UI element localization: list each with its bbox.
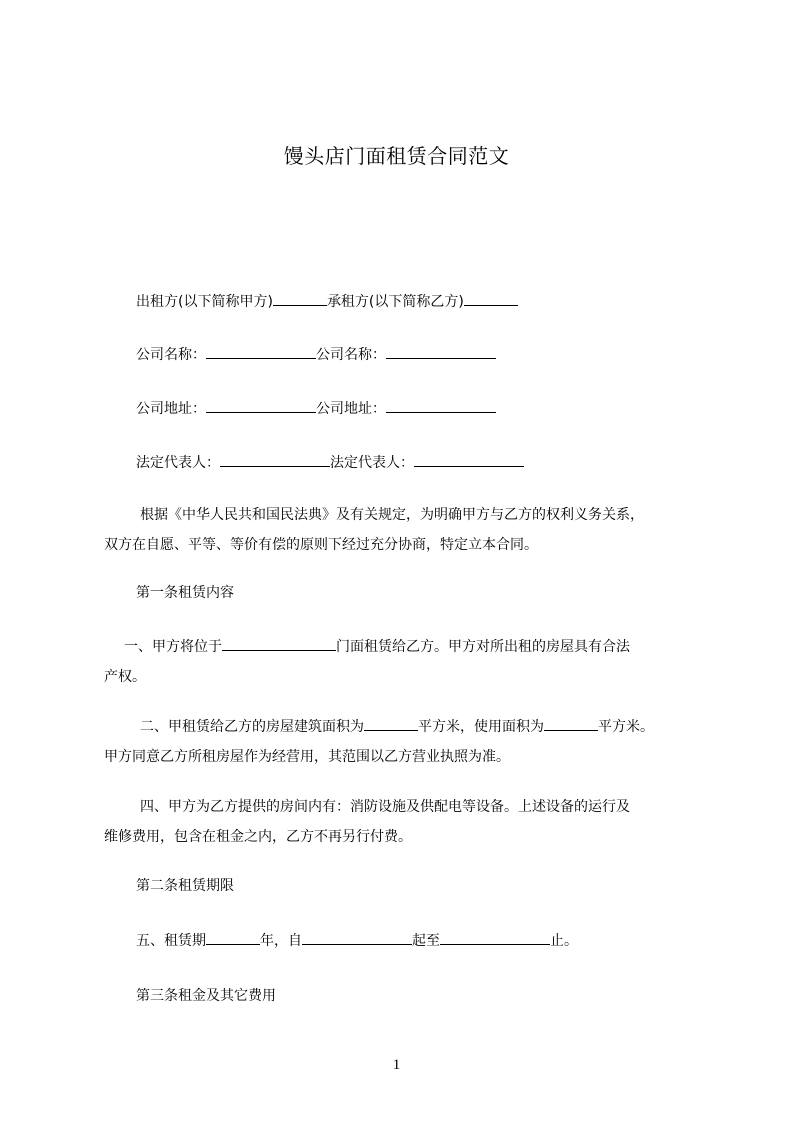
company-name-line bbox=[136, 343, 496, 366]
lessor-company-name-label: 公司名称： bbox=[136, 347, 206, 363]
parties-line bbox=[136, 290, 518, 313]
lessee-company-address-label: 公司地址： bbox=[316, 401, 386, 417]
clause1-line-1 bbox=[104, 632, 704, 662]
clause1-prefix: 一、甲方将位于 bbox=[124, 639, 222, 655]
clause5-year: 年，自 bbox=[260, 933, 302, 949]
clause5-from: 起至 bbox=[412, 933, 440, 949]
lessor-company-name-blank bbox=[206, 343, 316, 359]
article2-heading: 第二条租赁期限 bbox=[136, 878, 234, 894]
clause2-paragraph bbox=[104, 712, 704, 772]
lessee-label: 承租方(以下简称乙方) bbox=[326, 294, 464, 310]
clause4-paragraph bbox=[104, 792, 704, 852]
lessee-company-address-blank bbox=[386, 397, 496, 413]
lessor-legal-rep-label: 法定代表人： bbox=[136, 455, 220, 471]
usable-area-blank bbox=[544, 715, 598, 731]
preamble-paragraph bbox=[104, 500, 704, 560]
clause2-mid: 平方米，使用面积为 bbox=[418, 719, 544, 735]
document-title: 馒头店门面租赁合同范文 bbox=[283, 144, 510, 168]
lease-years-blank bbox=[206, 929, 260, 945]
legal-rep-line bbox=[136, 451, 524, 474]
lessor-company-address-label: 公司地址： bbox=[136, 401, 206, 417]
lessor-legal-rep-blank bbox=[220, 451, 330, 467]
lessee-company-name-blank bbox=[386, 343, 496, 359]
lessor-company-address-blank bbox=[206, 397, 316, 413]
lease-start-blank bbox=[302, 929, 412, 945]
preamble-line-2: 双方在自愿、平等、等价有偿的原则下经过充分协商，特定立本合同。 bbox=[104, 537, 538, 553]
preamble-line-1: 根据《中华人民共和国民法典》及有关规定，为明确甲方与乙方的权利义务关系， bbox=[140, 507, 644, 523]
clause2-line-2: 甲方同意乙方所租房屋作为经营用，其范围以乙方营业执照为准。 bbox=[104, 749, 510, 765]
lessee-blank bbox=[464, 290, 518, 306]
clause1-location-blank bbox=[222, 635, 336, 651]
company-address-line bbox=[136, 397, 496, 420]
lessee-company-name-label: 公司名称： bbox=[316, 347, 386, 363]
clause2-suffix: 平方米。 bbox=[598, 719, 654, 735]
lessee-legal-rep-label: 法定代表人： bbox=[330, 455, 414, 471]
article1-heading: 第一条租赁内容 bbox=[136, 585, 234, 601]
clause5-line bbox=[136, 929, 578, 952]
article3-heading: 第三条租金及其它费用 bbox=[136, 988, 276, 1004]
clause5-prefix: 五、租赁期 bbox=[136, 933, 206, 949]
page-number: 1 bbox=[392, 1057, 401, 1073]
lessee-legal-rep-blank bbox=[414, 451, 524, 467]
clause5-end: 止。 bbox=[550, 933, 578, 949]
clause2-line-1 bbox=[104, 712, 704, 742]
clause4-line-2: 维修费用，包含在租金之内，乙方不再另行付费。 bbox=[104, 829, 412, 845]
clause4-line-1: 四、甲方为乙方提供的房间内有：消防设施及供配电等设备。上述设备的运行及 bbox=[140, 799, 630, 815]
lessor-label: 出租方(以下简称甲方) bbox=[136, 294, 273, 310]
lease-end-blank bbox=[440, 929, 550, 945]
clause2-prefix: 二、甲租赁给乙方的房屋建筑面积为 bbox=[140, 719, 364, 735]
building-area-blank bbox=[364, 715, 418, 731]
clause1-line-2: 产权。 bbox=[104, 669, 146, 685]
clause1-paragraph bbox=[104, 632, 704, 692]
lessor-blank bbox=[273, 290, 327, 306]
clause1-suffix: 门面租赁给乙方。甲方对所出租的房屋具有合法 bbox=[336, 639, 630, 655]
